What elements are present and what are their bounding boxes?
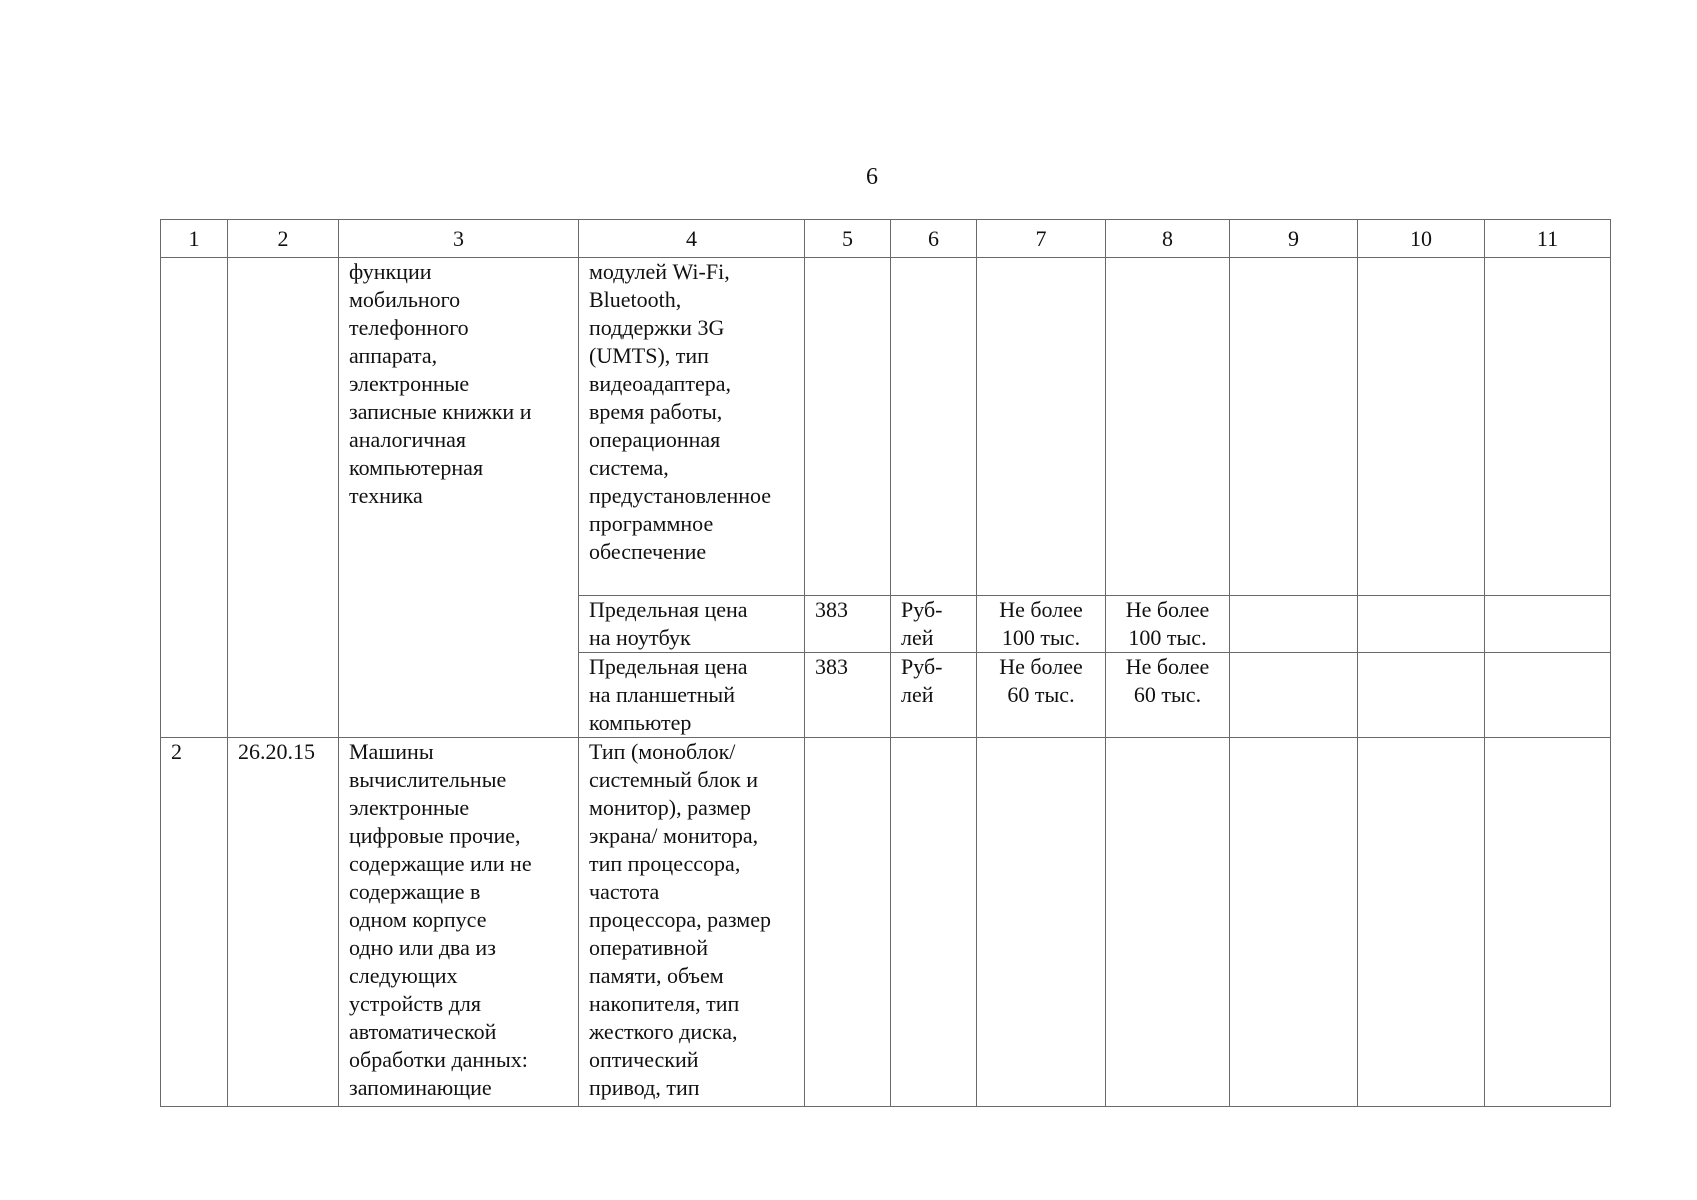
cell-unit-code xyxy=(805,258,891,596)
column-header-4: 4 xyxy=(579,220,805,258)
cell-number: 2 xyxy=(161,738,228,1107)
cell-characteristic: Предельная цена на ноутбук xyxy=(579,596,805,653)
requirements-table xyxy=(160,219,1611,1107)
column-number-header xyxy=(161,220,1611,258)
cell-unit-name: Руб- лей xyxy=(891,596,977,653)
cell-value-9 xyxy=(1230,596,1358,653)
cell-value-9 xyxy=(1230,258,1358,596)
cell-unit-code xyxy=(805,738,891,1107)
cell-value-9 xyxy=(1230,653,1358,738)
cell-okpd2-code xyxy=(228,258,339,738)
cell-value-11 xyxy=(1485,738,1611,1107)
cell-okpd2-code: 26.20.15 xyxy=(228,738,339,1107)
table-row xyxy=(161,738,1611,1107)
cell-value-11 xyxy=(1485,258,1611,596)
cell-unit-name xyxy=(891,258,977,596)
cell-value-7 xyxy=(977,258,1106,596)
cell-value-7 xyxy=(977,738,1106,1107)
cell-unit-code: 383 xyxy=(805,596,891,653)
column-header-1: 1 xyxy=(161,220,228,258)
cell-characteristic: Тип (моноблок/ системный блок и монитор), размер экрана/ монитора, тип процессора, частота процессора, размер оперативной памяти, объем накопителя, тип жесткого диска, оптический привод, тип xyxy=(579,738,805,1107)
cell-value-8: Не более 60 тыс. xyxy=(1106,653,1230,738)
page-number: 6 xyxy=(866,164,878,190)
cell-value-10 xyxy=(1358,653,1485,738)
cell-value-8 xyxy=(1106,738,1230,1107)
column-header-9: 9 xyxy=(1230,220,1358,258)
cell-unit-name: Руб- лей xyxy=(891,653,977,738)
table-row xyxy=(161,258,1611,596)
column-header-8: 8 xyxy=(1106,220,1230,258)
column-header-7: 7 xyxy=(977,220,1106,258)
cell-value-10 xyxy=(1358,596,1485,653)
cell-value-11 xyxy=(1485,653,1611,738)
column-header-5: 5 xyxy=(805,220,891,258)
cell-value-7: Не более 60 тыс. xyxy=(977,653,1106,738)
cell-product-name: Машины вычислительные электронные цифровые прочие, содержащие или не содержащие в одном корпусе одно или два из следующих устройств для автоматической обработки данных: запоминающие xyxy=(339,738,579,1107)
cell-characteristic: модулей Wi-Fi, Bluetooth, поддержки 3G (UMTS), тип видеоадаптера, время работы, операционная система, предустановленное программное обеспечение xyxy=(579,258,805,596)
cell-value-10 xyxy=(1358,738,1485,1107)
column-header-10: 10 xyxy=(1358,220,1485,258)
cell-product-name: функции мобильного телефонного аппарата, электронные записные книжки и аналогичная компьютерная техника xyxy=(339,258,579,738)
column-header-6: 6 xyxy=(891,220,977,258)
cell-unit-code: 383 xyxy=(805,653,891,738)
column-header-3: 3 xyxy=(339,220,579,258)
cell-unit-name xyxy=(891,738,977,1107)
column-header-2: 2 xyxy=(228,220,339,258)
cell-value-11 xyxy=(1485,596,1611,653)
cell-value-8: Не более 100 тыс. xyxy=(1106,596,1230,653)
cell-characteristic: Предельная цена на планшетный компьютер xyxy=(579,653,805,738)
cell-number xyxy=(161,258,228,738)
column-header-11: 11 xyxy=(1485,220,1611,258)
cell-value-8 xyxy=(1106,258,1230,596)
cell-value-9 xyxy=(1230,738,1358,1107)
cell-value-10 xyxy=(1358,258,1485,596)
cell-value-7: Не более 100 тыс. xyxy=(977,596,1106,653)
